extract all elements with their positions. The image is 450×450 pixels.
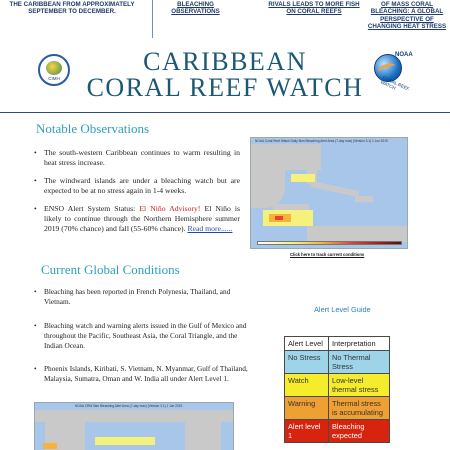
- condition-text: Bleaching has been reported in French Polynesia, Thailand, and Vietnam.: [44, 287, 231, 307]
- cimh-logo: [38, 54, 70, 86]
- current-conditions-heading: Current Global Conditions: [41, 262, 180, 277]
- alert-row-watch: [285, 374, 390, 397]
- crw-logo-text: CORAL REEF WATCH: [379, 74, 411, 92]
- map-color-scale: [257, 241, 402, 245]
- alert-row-no-stress: [285, 351, 390, 374]
- alert-table-header-row: [285, 337, 390, 351]
- condition-text: Bleaching watch and warning alerts issued in the Gulf of Mexico and throughout the Pacific, Southeast Asia, the Coral Triangle, and the Indian Ocean.: [44, 321, 247, 351]
- map-caption: NOAA CRW 5km Bleaching Alert Area (7-day max) (Version 3.1) 1 Jun 2019: [75, 404, 183, 408]
- enso-lead: ENSO Alert System Status:: [44, 204, 136, 213]
- interpretation-cell: Thermal stress is accumulating: [329, 397, 390, 420]
- enso-text: El Niño is likely to continue through the Northern Hemisphere summer 2019 (70% chance) and fall (55-60% chance).: [44, 204, 240, 234]
- map-watch-area: [95, 437, 155, 445]
- teaser-bleaching-observations[interactable]: [152, 0, 238, 38]
- map-caption: NOAA Coral Reef Watch Daily 5km Bleaching Alert Area (7-day max) (Version 3.1) 1 Jun 2019: [255, 139, 388, 143]
- map-land-americas: [185, 421, 221, 450]
- global-alert-map[interactable]: [34, 402, 234, 450]
- alert-level-cell: Alert level 1: [285, 420, 329, 443]
- alert-level-table: [284, 336, 390, 443]
- read-more-link[interactable]: Read more......: [187, 224, 233, 234]
- condition-item: [34, 321, 256, 351]
- observation-text: The south-western Caribbean continues to warm resulting in heat stress increase.: [44, 148, 240, 168]
- teaser-text: OF MASS CORAL BLEACHING: A GLOBAL PERSPECTIVE OF CHANGING HEAT STRESS: [367, 1, 447, 31]
- teaser-text: BLEACHING OBSERVATIONS: [171, 1, 220, 16]
- cimh-emblem-icon: [46, 61, 62, 75]
- cimh-logo-text: CIMH: [48, 76, 60, 81]
- map-warning-area: [43, 443, 57, 449]
- map-land-cuba: [311, 181, 359, 197]
- teaser-mass-bleaching[interactable]: [366, 0, 448, 38]
- alert-row-level-1: [285, 420, 390, 443]
- bullet: •: [34, 364, 37, 373]
- interpretation-cell: Bleaching expected: [329, 420, 390, 443]
- observation-text: The windward islands are under a bleaching watch but are expected to be at no stress again in 1-4 weeks.: [44, 176, 240, 196]
- condition-item: [34, 287, 256, 307]
- alert-level-cell: Warning: [285, 397, 329, 420]
- page-title-line1: CARIBBEAN: [143, 47, 307, 76]
- caribbean-alert-map[interactable]: [250, 137, 408, 249]
- teaser-text: THE CARIBBEAN FROM APPROXIMATELY SEPTEMBER TO DECEMBER.: [9, 1, 135, 16]
- observation-text-enso: [44, 204, 240, 235]
- noaa-crw-logo: [368, 50, 416, 96]
- page-title-line2: CORAL REEF WATCH: [86, 73, 364, 102]
- alert-level-cell: Watch: [285, 374, 329, 397]
- observation-item: [34, 176, 240, 196]
- teaser-caribbean-season[interactable]: [0, 0, 144, 38]
- teaser-strip: [0, 0, 450, 38]
- bullet: •: [34, 287, 37, 296]
- bullet: •: [34, 321, 37, 330]
- el-nino-advisory: El Niño Advisory!: [139, 204, 201, 213]
- interpretation-cell: No Thermal Stress: [329, 351, 390, 374]
- alert-guide-title: Alert Level Guide: [314, 305, 371, 314]
- bullet: •: [34, 176, 37, 185]
- notable-observations-heading: Notable Observations: [36, 121, 150, 136]
- bullet: •: [34, 148, 37, 157]
- teaser-text: RIVALS LEADS TO MORE FISH ON CORAL REEFS: [268, 1, 360, 16]
- map-land-hispaniola: [355, 196, 373, 202]
- header-bottom-rule: [0, 112, 450, 113]
- track-conditions-link[interactable]: Click here to track current conditions: [290, 252, 365, 257]
- alert-row-warning: [285, 397, 390, 420]
- observation-item: [34, 204, 240, 235]
- condition-text: Phoenix Islands, Kiribati, S. Vietnam, N. Myanmar, Gulf of Thailand, Malaysia, Sumatra, Oman and W. India all under Alert Level 1.: [44, 364, 248, 384]
- alert-level-header: Alert Level: [285, 337, 329, 351]
- map-land-mexico: [251, 168, 285, 208]
- map-watch-area-2: [291, 174, 315, 182]
- bullet: •: [34, 204, 37, 213]
- map-alert-area: [275, 216, 283, 220]
- condition-item: [34, 364, 256, 384]
- map-land-south-america: [307, 226, 408, 242]
- interpretation-cell: Low-level thermal stress: [329, 374, 390, 397]
- noaa-logo-text: NOAA: [395, 52, 413, 58]
- teaser-fish-on-reefs[interactable]: [266, 0, 362, 38]
- interpretation-header: Interpretation: [329, 337, 390, 351]
- alert-level-cell: No Stress: [285, 351, 329, 374]
- observation-item: [34, 148, 240, 168]
